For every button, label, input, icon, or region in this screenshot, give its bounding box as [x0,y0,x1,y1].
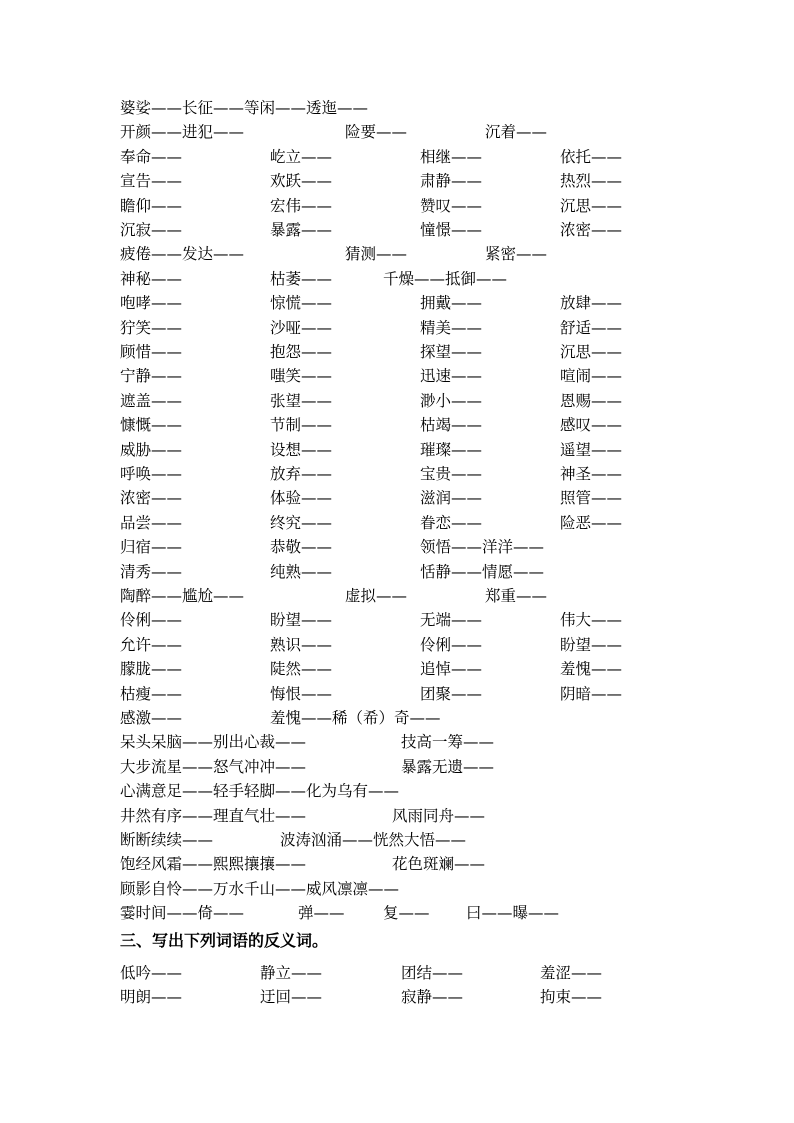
synonym-row [0,120,794,144]
word-entry: 千燥——抵御—— [383,269,508,288]
word-entry: 紧密—— [485,245,548,264]
word-entry: 滋润—— [420,489,483,508]
word-entry: 沙哑—— [270,318,333,337]
word-entry: 羞愧—— [560,660,623,679]
word-entry: 探望—— [420,343,483,361]
synonym-row [0,145,794,169]
word-entry: 节制—— [270,416,333,435]
word-entry: 浓密—— [560,221,623,239]
word-entry: 璀璨—— [420,440,483,459]
word-entry: 赞叹—— [420,196,483,215]
synonym-row [0,682,794,706]
word-entry: 宝贵—— [420,465,483,483]
word-entry: 设想—— [270,440,333,459]
word-entry: 喧闹—— [560,367,623,386]
word-entry: 宣告—— [120,172,183,191]
antonym-entry: 团结—— [401,964,464,982]
idiom-entry: 饱经风霜——熙熙攘攘—— [120,855,307,874]
idiom-entry: 呆头呆脑——别出心裁—— [120,733,307,752]
word-entry: 遮盖—— [120,391,183,410]
word-entry: 纯熟—— [270,562,333,581]
synonym-row [0,96,794,120]
idiom-entry: 顾影自怜——万水千山——威风凛凛—— [120,879,400,898]
char-entry: 霎时间——倚—— [120,904,245,923]
word-entry: 沉着—— [485,123,548,142]
synonym-row [0,169,794,193]
word-entry: 照管—— [560,489,623,508]
word-entry: 恩赐—— [560,391,623,410]
antonym-row [0,985,794,1009]
word-entry: 郑重—— [485,587,548,605]
word-entry: 枯萎—— [270,269,333,288]
idiom-row [0,779,794,803]
word-entry: 恬静——情愿—— [420,562,545,581]
word-entry: 伶俐—— [120,611,183,630]
word-entry: 感叹—— [560,416,623,435]
word-entry: 枯瘦—— [120,684,183,703]
word-entry: 渺小—— [420,391,483,410]
word-entry: 眷恋—— [420,513,483,532]
word-entry: 伟大—— [560,611,623,630]
antonym-entry: 拘束—— [540,988,603,1006]
word-entry: 险恶—— [560,513,623,532]
antonym-entry: 明朗—— [120,988,183,1006]
word-entry: 盼望—— [560,635,623,654]
word-entry: 清秀—— [120,562,183,581]
char-entry: 弹—— [298,904,345,923]
word-entry: 猜测—— [345,245,408,264]
word-entry: 熟识—— [270,635,333,654]
idiom-row [0,852,794,876]
idiom-entry: 井然有序——理直气壮—— [120,806,307,825]
synonym-row [0,462,794,486]
char-row [0,901,794,925]
word-entry: 精美—— [420,318,483,337]
word-entry: 奉命—— [120,147,183,166]
antonym-entry: 羞涩—— [540,964,603,982]
word-entry: 狞笑—— [120,318,183,337]
char-entry: 曰——曝—— [466,904,560,923]
idiom-row [0,828,794,852]
word-entry: 羞愧——稀（希）奇—— [270,709,441,727]
synonym-row [0,608,794,632]
word-entry: 感激—— [120,709,183,727]
word-entry: 威胁—— [120,440,183,459]
word-entry: 迅速—— [420,367,483,386]
synonym-row [0,486,794,510]
word-entry: 放肆—— [560,294,623,313]
idiom-row [0,755,794,779]
word-entry: 暴露—— [270,221,333,239]
word-entry: 惊慌—— [270,294,333,313]
synonym-row [0,364,794,388]
synonym-row [0,194,794,218]
synonym-row [0,633,794,657]
synonym-row [0,584,794,608]
idiom-entry: 技高一筹—— [401,733,495,752]
word-entry: 依托—— [560,147,623,166]
word-entry: 浓密—— [120,489,183,508]
word-entry: 放弃—— [270,465,333,483]
word-entry: 疲倦——发达—— [120,245,245,264]
idiom-row [0,804,794,828]
idiom-entry: 断断续续—— [120,831,214,849]
word-entry: 屹立—— [270,147,333,166]
word-entry: 悔恨—— [270,684,333,703]
word-entry: 无端—— [420,611,483,630]
synonym-row [0,267,794,291]
word-entry: 虚拟—— [345,587,408,605]
word-entry: 欢跃—— [270,172,333,191]
synonym-row [0,560,794,584]
word-entry: 拥戴—— [420,294,483,313]
synonym-row [0,316,794,340]
word-entry: 遥望—— [560,440,623,459]
word-entry: 宏伟—— [270,196,333,215]
antonym-entry: 迂回—— [260,988,323,1006]
word-entry: 咆哮—— [120,294,183,313]
synonym-row [0,511,794,535]
word-entry: 神圣—— [560,465,623,483]
idiom-entry: 心满意足——轻手轻脚——化为乌有—— [120,782,400,801]
word-entry: 舒适—— [560,318,623,337]
word-entry: 嗤笑—— [270,367,333,386]
idiom-row [0,877,794,901]
word-entry: 终究—— [270,513,333,532]
synonym-row [0,389,794,413]
word-entry: 热烈—— [560,172,623,191]
word-entry: 枯竭—— [420,416,483,435]
word-entry: 沉思—— [560,343,623,361]
antonym-entry: 寂静—— [401,988,464,1006]
word-entry: 险要—— [345,123,408,142]
synonym-row [0,218,794,242]
word-entry: 伶俐—— [420,635,483,654]
word-entry: 盼望—— [270,611,333,630]
synonym-row [0,242,794,266]
section-heading: 三、写出下列词语的反义词。 [120,931,329,950]
word-entry: 团聚—— [420,684,483,703]
word-entry: 呼唤—— [120,465,183,483]
word-entry: 肃静—— [420,172,483,191]
synonym-row [0,340,794,364]
antonym-row [0,961,794,985]
word-entry: 憧憬—— [420,221,483,239]
word-entry: 恭敬—— [270,538,333,557]
word-entry: 允许—— [120,635,183,654]
word-entry: 慷慨—— [120,416,183,435]
idiom-entry: 波涛汹涌——恍然大悟—— [280,831,467,849]
word-entry: 追悼—— [420,660,483,679]
word-entry: 沉思—— [560,196,623,215]
word-entry: 朦胧—— [120,660,183,679]
synonym-row [0,438,794,462]
word-entry: 相继—— [420,147,483,166]
word-entry: 沉寂—— [120,221,183,239]
char-entry: 复—— [383,904,430,923]
word-entry: 婆娑——长征——等闲——透迤—— [120,99,369,117]
synonym-row [0,535,794,559]
idiom-entry: 暴露无遗—— [401,757,495,776]
word-entry: 体验—— [270,489,333,508]
idiom-row [0,730,794,754]
antonym-entry: 低吟—— [120,964,183,982]
word-entry: 神秘—— [120,269,183,288]
word-entry: 陡然—— [270,660,333,679]
word-entry: 归宿—— [120,538,183,557]
synonym-row [0,291,794,315]
word-entry: 瞻仰—— [120,196,183,215]
word-entry: 阴暗—— [560,684,623,703]
idiom-entry: 大步流星——怒气冲冲—— [120,757,307,776]
idiom-entry: 风雨同舟—— [392,806,486,825]
word-entry: 抱怨—— [270,343,333,361]
word-entry: 张望—— [270,391,333,410]
word-entry: 品尝—— [120,513,183,532]
synonym-row [0,706,794,730]
antonym-entry: 静立—— [260,964,323,982]
word-entry: 顾惜—— [120,343,183,361]
word-entry: 宁静—— [120,367,183,386]
word-entry: 陶醉——尴尬—— [120,587,245,605]
synonym-row [0,413,794,437]
word-entry: 领悟——洋洋—— [420,538,545,557]
synonym-row [0,657,794,681]
idiom-entry: 花色斑斓—— [392,855,486,874]
word-entry: 开颜——进犯—— [120,123,245,142]
